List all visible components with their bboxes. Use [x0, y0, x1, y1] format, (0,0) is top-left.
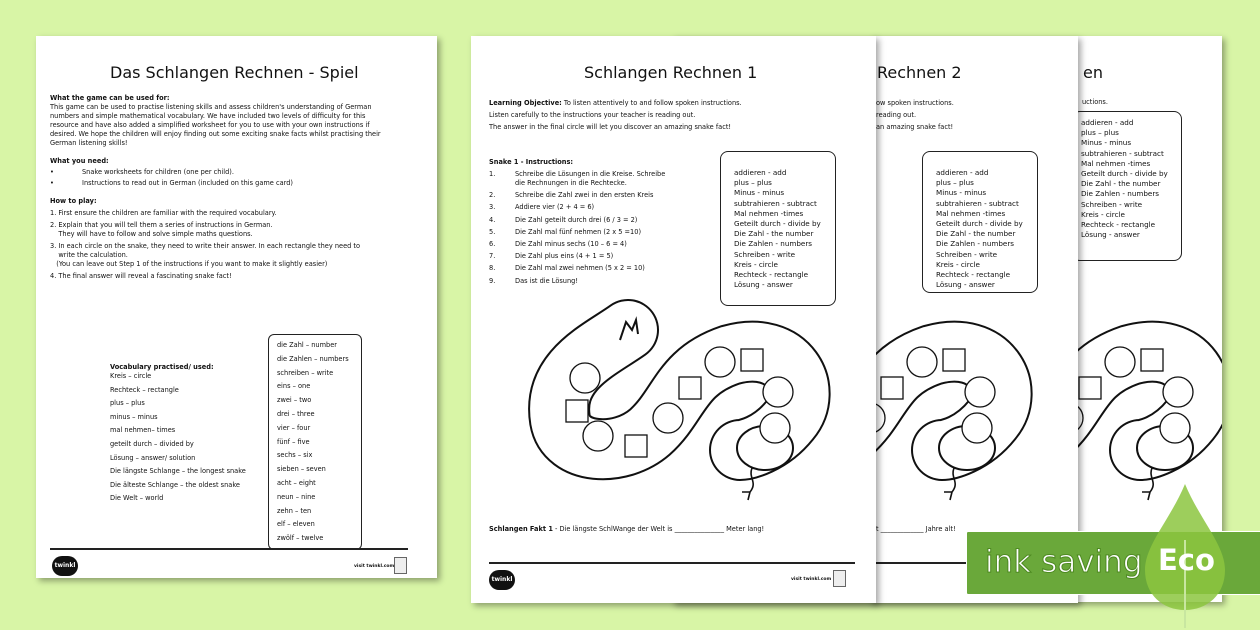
answer-circle	[1105, 347, 1135, 377]
vocab-heading: Vocabulary practised/ used:	[110, 363, 214, 371]
vocab-item: Kreis - circle	[734, 259, 778, 269]
number-vocab-item: zwei – two	[277, 396, 312, 405]
snake-fact-fragment: an amazing snake fact!	[876, 123, 954, 131]
body-text-line: numbers and simple mathematical vocabulary. We have included two levels of difficulty for this	[50, 112, 366, 120]
answer-circle	[1163, 377, 1193, 407]
instruction-fragment: reading out.	[876, 111, 917, 119]
vocab-item: Die Zahl - the number	[734, 229, 814, 239]
numbers-box	[268, 334, 362, 550]
vocab-item: plus – plus	[936, 178, 974, 188]
calculation-rectangle	[741, 349, 763, 371]
snake-fact-intro: The answer in the final circle will let you discover an amazing snake fact!	[489, 123, 732, 131]
quality-badge-icon	[833, 570, 846, 587]
vocab-item: subtrahieren - subtract	[734, 198, 817, 208]
answer-circle	[570, 363, 600, 393]
number-vocab-item: eins – one	[277, 382, 311, 391]
how-to-play-line: They will have to follow and solve simple maths questions.	[50, 230, 253, 238]
vocab-item: Lösung - answer	[734, 280, 793, 290]
step-number: 3.	[489, 203, 496, 212]
need-list-item	[50, 179, 381, 188]
number-vocab-item: die Zahlen – numbers	[277, 354, 349, 363]
step-text-line: Die Zahl minus sechs (10 – 6 = 4)	[515, 239, 627, 248]
step-number: 8.	[489, 264, 496, 273]
calculation-rectangle	[1079, 377, 1101, 399]
vocab-item: addieren - add	[1081, 118, 1134, 127]
number-vocab-item: drei – three	[277, 409, 315, 418]
vocab-item: Rechteck - rectangle	[1081, 220, 1156, 230]
number-vocab-item: acht – eight	[277, 478, 316, 487]
objective-fragment: ow spoken instructions.	[876, 99, 954, 107]
vocab-item: Kreis - circle	[1081, 209, 1125, 219]
step-text-line: Die Zahl geteilt durch drei (6 / 3 = 2)	[515, 215, 638, 224]
twinkl-logo: twinkl	[489, 570, 515, 590]
vocab-item: Mal nehmen -times	[1081, 158, 1151, 168]
page-title: Das Schlangen Rechnen - Spiel	[110, 63, 359, 82]
quality-badge-icon	[394, 557, 407, 574]
page-title-fragment: Rechnen 2	[877, 63, 962, 82]
calculation-rectangle	[566, 400, 588, 422]
body-text-line: German listening skills!	[50, 139, 128, 147]
vocab-item: addieren - add	[734, 168, 787, 177]
how-to-play-line: 1. First ensure the children are familiar with the required vocabulary.	[50, 209, 277, 217]
body-text-line: desired. We hope the children will enjoy finding out some exciting snake facts whilst practising their	[50, 130, 381, 138]
vocab-item: Mal nehmen -times	[936, 208, 1006, 218]
number-vocab-item: sieben – seven	[277, 465, 326, 474]
number-vocab-item: zehn – ten	[277, 506, 312, 515]
vocab-item: subtrahieren - subtract	[936, 198, 1019, 208]
step-text-line: Die Zahl mal fünf nehmen (2 x 5 =10)	[515, 227, 642, 236]
number-vocab-item: zwölf – twelve	[277, 534, 324, 543]
vocab-item: geteilt durch – divided by	[110, 439, 194, 448]
vocab-item: Kreis – circle	[110, 372, 152, 380]
answer-circle	[760, 413, 790, 443]
answer-circle	[583, 421, 613, 451]
vocab-item: Minus - minus	[936, 188, 987, 198]
fact-line-fragment: t _____________ Jahre alt!	[876, 525, 956, 533]
step-number: 5.	[489, 227, 496, 236]
step-text-line: Das ist die Lösung!	[515, 276, 578, 285]
vocab-item: plus – plus	[110, 399, 145, 408]
visit-link[interactable]: visit twinkl.com	[791, 577, 832, 582]
answer-circle	[962, 413, 992, 443]
step-number: 2.	[489, 191, 496, 200]
vocab-item: addieren - add	[936, 168, 989, 177]
vocab-item: mal nehmen– times	[110, 426, 176, 435]
calculation-rectangle	[679, 377, 701, 399]
answer-circle	[653, 403, 683, 433]
vocab-item: Minus - minus	[734, 188, 785, 198]
need-list-item	[50, 168, 381, 177]
page-title-fragment: en	[1083, 63, 1103, 82]
vocab-item: Geteilt durch - divide by	[1081, 169, 1168, 179]
section-heading: How to play:	[50, 197, 97, 205]
listen-instruction: Listen carefully to the instructions your teacher is reading out.	[489, 111, 696, 119]
step-text-line: die Rechnungen in die Rechtecke.	[515, 179, 627, 187]
number-vocab-item: neun – nine	[277, 492, 316, 501]
number-vocab-item: elf – eleven	[277, 520, 315, 529]
objective-fragment: uctions.	[1082, 98, 1108, 106]
step-number: 7.	[489, 252, 496, 261]
objective-text: To listen attentively to and follow spoken instructions.	[561, 99, 742, 107]
body-text-line: This game can be used to practise listening skills and assess children's understanding of German	[50, 103, 372, 111]
calculation-rectangle	[625, 435, 647, 457]
section-heading: What the game can be used for:	[50, 94, 170, 102]
vocab-item: Kreis - circle	[936, 259, 980, 269]
bullet-icon: •	[50, 168, 54, 176]
step-text-line: Addiere vier (2 + 4 = 6)	[515, 203, 595, 212]
number-vocab-item: vier – four	[277, 423, 311, 432]
number-vocab-item: sechs – six	[277, 451, 313, 460]
vocab-item: Rechteck – rectangle	[110, 385, 179, 394]
page-title: Schlangen Rechnen 1	[584, 63, 758, 82]
instructions-heading: Snake 1 - Instructions:	[489, 158, 574, 166]
vocab-item: Rechteck - rectangle	[734, 270, 809, 280]
vocab-item: Lösung - answer	[1081, 230, 1140, 240]
answer-circle	[763, 377, 793, 407]
answer-circle	[705, 347, 735, 377]
vocab-item: Lösung - answer	[936, 280, 995, 290]
answer-circle	[907, 347, 937, 377]
step-number: 4.	[489, 215, 496, 224]
need-item-text: Snake worksheets for children (one per child).	[82, 168, 234, 176]
step-number: 6.	[489, 239, 496, 248]
number-vocab-item: schreiben – write	[277, 368, 334, 377]
visit-link[interactable]: visit twinkl.com	[354, 564, 395, 569]
answer-circle	[965, 377, 995, 407]
fact-text: - Die längste SchlWange der Welt is _______________ Meter lang!	[552, 525, 765, 533]
need-item-text: Instructions to read out in German (included on this game card)	[82, 179, 293, 187]
vocab-item: Geteilt durch - divide by	[936, 219, 1023, 229]
vocab-item: Die Zahlen - numbers	[1081, 189, 1160, 199]
section-heading: What you need:	[50, 157, 109, 165]
vocab-item: Schreiben - write	[1081, 199, 1143, 209]
bullet-icon: •	[50, 179, 54, 187]
vocab-item: plus – plus	[1081, 128, 1119, 138]
vocab-item: Rechteck - rectangle	[936, 270, 1011, 280]
how-to-play-line: 4. The final answer will reveal a fascinating snake fact!	[50, 272, 232, 280]
vocab-item: Geteilt durch - divide by	[734, 219, 821, 229]
how-to-play-line: (You can leave out Step 1 of the instructions if you want to make it slightly easier)	[50, 260, 328, 268]
snake-drawing	[471, 36, 876, 603]
answer-circle	[1160, 413, 1190, 443]
vocab-item: Die Zahl - the number	[1081, 179, 1161, 189]
vocab-item: subtrahieren - subtract	[1081, 148, 1164, 158]
calculation-rectangle	[943, 349, 965, 371]
vocab-item: Schreiben - write	[734, 249, 796, 259]
eco-badge: Eco	[1158, 543, 1215, 577]
ink-saving-label: ink saving	[985, 544, 1143, 580]
vocab-item: Die Zahlen - numbers	[734, 239, 813, 249]
vocab-item: Die längste Schlange – the longest snake	[110, 467, 246, 476]
fact-label: Schlangen Fakt 1	[489, 525, 553, 533]
worksheet-page-1	[471, 36, 876, 603]
calculation-rectangle	[881, 377, 903, 399]
vocab-item: Lösung – answer/ solution	[110, 453, 196, 462]
vocab-item: Die Welt – world	[110, 494, 164, 503]
vocab-item: Die Zahl - the number	[936, 229, 1016, 239]
vocab-item: Minus - minus	[1081, 138, 1132, 148]
instructions-page	[36, 36, 437, 578]
step-text-line: Schreibe die Zahl zwei in den ersten Kreis	[515, 191, 654, 200]
vocab-item: plus – plus	[734, 178, 772, 188]
how-to-play-line: 2. Explain that you will tell them a series of instructions in German.	[50, 221, 273, 229]
number-vocab-item: fünf – five	[277, 437, 310, 446]
snake-fact-line	[489, 525, 764, 534]
number-vocab-item: die Zahl – number	[277, 341, 337, 349]
vocab-item: Mal nehmen -times	[734, 208, 804, 218]
vocab-item: Schreiben - write	[936, 249, 998, 259]
step-text-line: Die Zahl mal zwei nehmen (5 x 2 = 10)	[515, 264, 645, 273]
step-number: 9.	[489, 276, 496, 285]
step-text-line: Die Zahl plus eins (4 + 1 = 5)	[515, 252, 614, 261]
objective-label: Learning Objective:	[489, 99, 562, 107]
twinkl-logo: twinkl	[52, 556, 78, 576]
body-text-line: resource and have also added a simplified worksheet for you to use with your own instructions if	[50, 121, 370, 129]
how-to-play-line: write the calculation.	[50, 251, 128, 259]
vocab-item: minus – minus	[110, 412, 158, 421]
how-to-play-line: 3. In each circle on the snake, they need to write their answer. In each rectangle they need to	[50, 242, 361, 250]
step-text-line: Schreibe die Lösungen in die Kreise. Schreibe	[515, 170, 666, 178]
vocab-item: Die älteste Schlange – the oldest snake	[110, 480, 240, 489]
vocab-item: Die Zahlen - numbers	[936, 239, 1015, 249]
step-number: 1.	[489, 170, 496, 178]
calculation-rectangle	[1141, 349, 1163, 371]
